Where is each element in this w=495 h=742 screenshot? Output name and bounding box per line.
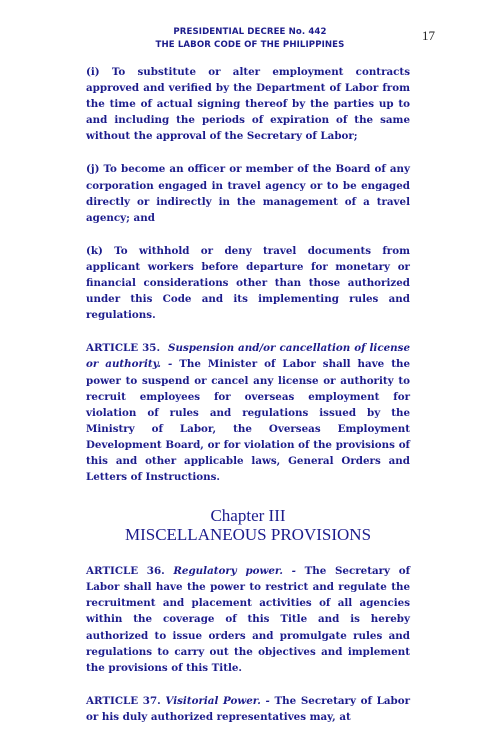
chapter-title: MISCELLANEOUS PROVISIONS	[124, 525, 372, 545]
article-36	[86, 563, 410, 676]
article-35	[86, 340, 410, 485]
article-36-text: The Secretary of Labor shall have the power to restrict and regulate the recruitment and placement activities of all agencies within the coverage of this Title and is hereby authorized to issue orders and promulgate rules and regulations to carry out the objectives and implement the provisions of this Title.	[86, 565, 410, 674]
paragraph-k: (k) To withhold or deny travel documents from applicant workers before departure for monetary or financial considerations other than those authorized under this Code and its implementing rules and regulations.	[86, 244, 410, 322]
article-37	[86, 693, 410, 725]
article-37-title: Visitorial Power. -	[165, 694, 270, 707]
header-decree-line: PRESIDENTIAL DECREE No. 442	[173, 27, 327, 37]
chapter-heading	[86, 506, 410, 544]
article-37-label: ARTICLE 37.	[86, 694, 161, 707]
article-37-text: The Secretary of Labor or his duly authorized representatives may, at	[86, 694, 410, 723]
article-35-title: Suspension and/or cancellation of license or authority. -	[86, 342, 410, 371]
article-36-label: ARTICLE 36.	[86, 565, 165, 578]
article-35-text: The Minister of Labor shall have the power to suspend or cancel any license or authority to recruit employees for overseas employment for violation of rules and regulations issued by the Ministry of Labor, the Overseas Employment Development Board, or for violation of the provisions of this and other applicable laws, General Orders and Letters of Instructions.	[86, 358, 410, 484]
article-35-label: ARTICLE 35.	[86, 342, 161, 355]
body-text	[86, 64, 410, 742]
paragraph-j: (j) To become an officer or member of the Board of any corporation engaged in travel agency or to be engaged directly or indirectly in the management of a travel agency; and	[86, 163, 410, 224]
article-36-title: Regulatory power. -	[173, 565, 296, 578]
chapter-number: Chapter III	[210, 506, 286, 526]
running-header	[150, 26, 350, 52]
header-code-line: THE LABOR CODE OF THE PHILIPPINES	[155, 40, 345, 50]
paragraph-i: (i) To substitute or alter employment contracts approved and verified by the Department of Labor from the time of actual signing thereof by the parties up to and including the periods of expiration of the same without the approval of the Secretary of Labor;	[86, 66, 410, 143]
page-number: 17	[422, 28, 435, 43]
